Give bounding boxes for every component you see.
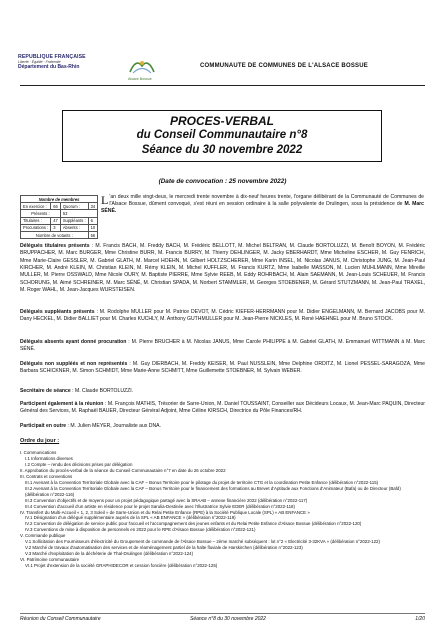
aussi-section: [20, 423, 425, 430]
agenda-item: V.2 Marché de travaux d'automatisation des services et de réaménagement partiel de la halte fluviale de Harskirchen (délibération n°2022-123): [25, 545, 303, 551]
procuration-label: Délégués absents ayant donné procuration: [20, 339, 127, 345]
intro-text: 'an deux mille vingt-deux, le mercredi trente novembre à dix-neuf heures trente, l'organe délibérant de la Communauté de Communes de l'Alsace Bossue, dûment convoqué, s'est réuni en session ordinaire à la salle polyvalente de Drulingen, sous la présidence de: [109, 194, 424, 208]
republic-line: REPUBLIQUE FRANÇAISE: [18, 54, 86, 60]
footer-middle: Séance n°8 du 30 novembre 2022: [190, 616, 266, 622]
footer-left: Réunion du Conseil Communautaire: [20, 616, 101, 622]
procuration-section: [20, 339, 425, 354]
aussi-label: Participait en outre: [20, 423, 67, 429]
agenda-section: IV. Transfert du Multi-Accueil « 1, 2, 3 Soleil » de Sarre-Union et du Relai Petite Enfance (RPE) à la Société Publique Locale (SPL) « AB ENFANCE »: [20, 509, 310, 515]
agenda-item: III.2 Avenant à la Convention Territoriale Globale avec la CAF – Bonus Territoire pour le financement des formations au Brevet d'Aptitude aux Fonctions d'Animateur (Bafa) ou de Directeur (Bafd) (délibération n°2022-116): [25, 485, 401, 497]
in-office-value: 66: [51, 203, 61, 210]
absents-section: [20, 361, 425, 376]
present-label: Présents :: [21, 210, 61, 217]
department-line: Département du Bas-Rhin: [18, 64, 80, 70]
agenda-item: V.1 Sollicitation des Fournisseurs d'électricité du Groupement de commande de l'Alsace Bossue – 2ème marché subséquent : lot n°2 « Electricité 3-32KVA » (délibération n°2022-122): [25, 539, 380, 545]
agenda-item: V.3 Marché d'exploitation de la déchèterie de Thal-Drulingen (délibération n°2022-124): [25, 551, 194, 557]
logo-caption: Alsace Bossue: [128, 77, 152, 81]
alsace-bossue-logo-icon: [128, 56, 156, 76]
agenda-item: IV.3 Conventions de mise à disposition de personnels en 2022 pour le RPE d'Alsace Bossue (délibération n°2022-121): [25, 527, 256, 533]
agenda-section: III. Contrats et conventions: [20, 473, 73, 479]
agenda-item: I.1 Informations diverses: [25, 455, 73, 461]
secretaire-label: Secrétaire de séance: [20, 388, 71, 394]
quorum-label: Quorum :: [60, 203, 88, 210]
secretaire-section: [20, 388, 425, 395]
agenda-item: VI.1 Projet d'extension de la société GRAPHIDECOR et cession foncière (délibération n°2022-125): [25, 563, 218, 569]
republic-emblem: [18, 54, 88, 70]
council-number: du Conseil Communautaire n°8: [136, 129, 308, 141]
absents-label: Délégués non suppléés et non représentés: [20, 361, 128, 367]
title-box: [62, 110, 382, 162]
organization-name: COMMUNAUTE DE COMMUNES DE L'ALSACE BOSSUE: [200, 63, 368, 69]
procuration-text: : M. Pierre BRUCHER à M. Nicolas JANUS, Mme Carole PHILIPPE à M. Gabriel GLATH, M. Emmanuel WITTMANN à M. Marc SÉNÉ.: [20, 339, 425, 353]
agenda-item: III.3 Convention d'objectifs et de moyens pour un projet pédagogique partagé avec la SRAAB – annexe financière 2022 (délibération n°2022-117): [25, 497, 308, 503]
quorum-value: 34: [88, 203, 98, 210]
absents-label: Absents :: [60, 224, 88, 231]
in-office-label: En exercice :: [21, 203, 51, 210]
suppleants-label: Suppléants :: [60, 217, 88, 224]
suppleants-text: : M. Rodolphe MULLER pour M. Patrice DEVOT, M. Cédric KIEFER-HERRMANN pour M. Didier ENGELMANN, M. Bernard JACOBS pour M. Dany HECKEL, M. Didier BALLIET pour M. Charles KUCHLY, M. Anthony GUTHMULLER pour M. Jean-Pierre NICKLES, M. René HAEHNEL pour M. Bruno STOCK.: [20, 309, 425, 323]
agenda-item: III.4 Convention d'accueil d'un artiste en résidence pour le projet Sarulia-Destinée avec l'Illustratrice Sylvie EDER (délibération n°2022-118): [25, 503, 295, 509]
suppleants-value: 6: [88, 217, 98, 224]
suppleants-section: [20, 309, 425, 324]
agenda-heading: Ordre du jour :: [20, 438, 60, 444]
procurations-value: 3: [51, 224, 61, 231]
agenda-list: [20, 450, 425, 569]
document-title: PROCES-VERBAL: [169, 114, 274, 128]
intro-paragraph: [101, 194, 424, 215]
procurations-label: Procurations :: [21, 224, 51, 231]
agenda-section: II. Approbation du procès-verbal de la séance du Conseil Communautaire n°7 en date du 26 octobre 2022: [20, 467, 226, 473]
footer-rule: [20, 613, 425, 614]
drop-cap: L: [101, 193, 109, 207]
suppleants-label: Délégués suppléants présents: [20, 309, 95, 315]
participent-section: [20, 401, 425, 416]
agenda-item: IV.1 Désignation d'un délégué supplémentaire auprès de la SPL « AB ENFANCE » (délibération n°2022-119): [25, 515, 236, 521]
agenda-item: III.1 Avenant à la Convention Territoriale Globale avec la CAF – Bonus Territoire pour le pilotage du projet de territoire CTG et la coordination Petite Enfance (délibération n°2022-115): [25, 479, 379, 485]
titulaires-label: Titulaires :: [21, 217, 51, 224]
agenda-section: V. Commande publique: [20, 533, 66, 539]
agenda-item: I.2 Compte – rendu des décisions prises par délégation: [25, 461, 133, 467]
participent-text: : M. François MATHIS, Trésorier de Sarre-Union, M. Daniel TOUSSAINT, Conseiller aux Décideurs Locaux, M. Jean-Marc PAQUIN, Directeur Général des Services, M. Raphaël BAUER, Directeur Général Adjoint, Mme Céline KIRSCH, Directrice du Pôle Finances/RH.: [20, 401, 425, 415]
republic-motto: Liberté · Égalité · Fraternité: [18, 60, 61, 64]
members-table: [20, 195, 98, 239]
secretaire-text: : M. Claude BORTOLUZZI.: [70, 388, 134, 394]
present-value: 53: [60, 210, 97, 217]
titulaires-label: Délégués titulaires présents: [20, 243, 90, 249]
session-date: Séance du 30 novembre 2022: [141, 144, 303, 156]
titulaires-text: : M. Francis BACH, M. Freddy BACH, M. Frédéric BELLOTT, M. Michel BELTRAN, M. Claude BORTOLUZZI, M. Benoît BOYON, M. Frédéric BRUPPACHER, M. Marc BURGER, Mme Christine BURR, M. Francis BURRY, M. Thierry DEHLINGER, M. Jacky EBERHARDT, Mme Micheline ESCHER, M. Guy FENRICH, Mme Marie-Claire GESSLER, M. Gabriel GLATH, M. Marcel HOEHN, M. Gilbert HOLTZSCHERER, Mme Karin INSEL, M. Nicolas JANUS, M. Christophe JUNG, M. Jean-Paul KIRCHER, M. André KLEIN, M. Christian KLEIN, M. Rémy KLEIN, M. Michel KUFFLER, M. Francis KURTZ, Mme Isabelle MASSON, M. Lucien MUHLMANN, Mme Mireille MULLER, M. Pierre OSSWALD, Mme Nicole OURY, M. Baptiste PIERRE, Mme Sylvie REEB, M. Eddy ROHRBACH, M. Alain SAEMANN, M. Jean-Louis SCHEUER, M. Francis SCHORUNG, M. Aimé SCHREINER, M. Marc SÉNÉ, M. Christian SPADA, M. Norbert STAMMLER, M. Georges STOEBENER, M. Gérard STUTZMANN, M. Jean-Paul TRAXEL, M. Roger WAHL, M. Jean-Jacques WURSTEISEN.: [20, 243, 425, 294]
aussi-text: : M. Julien MEYER, Journaliste aux DNA.: [66, 423, 161, 429]
agenda-section: VI. Patrimoine communautaire: [20, 557, 80, 563]
members-heading: Nombre de membres: [21, 196, 98, 203]
titulaires-section: [20, 243, 425, 294]
agenda-item: IV.2 Convention de délégation de service public pour l'accueil et l'accompagnement des jeunes enfants et du Relai Petite Enfance d'Alsace Bossue (délibération n°2022-120): [25, 521, 362, 527]
page-number: 1/20: [415, 616, 425, 622]
convocation-date: (Date de convocation : 25 novembre 2022): [158, 178, 287, 185]
votants-value: 56: [88, 231, 98, 238]
absents-value: 10: [88, 224, 98, 231]
votants-label: Nombre de votants :: [21, 231, 89, 238]
agenda-section: I. Communications: [20, 450, 57, 455]
president-name: M. Marc SÉNÉ.: [101, 201, 424, 215]
participent-label: Participent également à la réunion: [20, 401, 104, 407]
header-rule: [20, 85, 425, 86]
titulaires-value: 47: [51, 217, 61, 224]
absents-text: : M. Guy DIERBACH, M. Freddy KEISER, M. Paul NUSSLEIN, Mme Delphine ORDITZ, M. Lionel PESSEL-SARAGOZA, Mme Barbara SCHICKNER, M. Simon SCHMIDT, Mme Marie-Anne SCHMITT, Mme Guillemette STOEBNER, M. Sylvain WEBER.: [20, 361, 425, 375]
